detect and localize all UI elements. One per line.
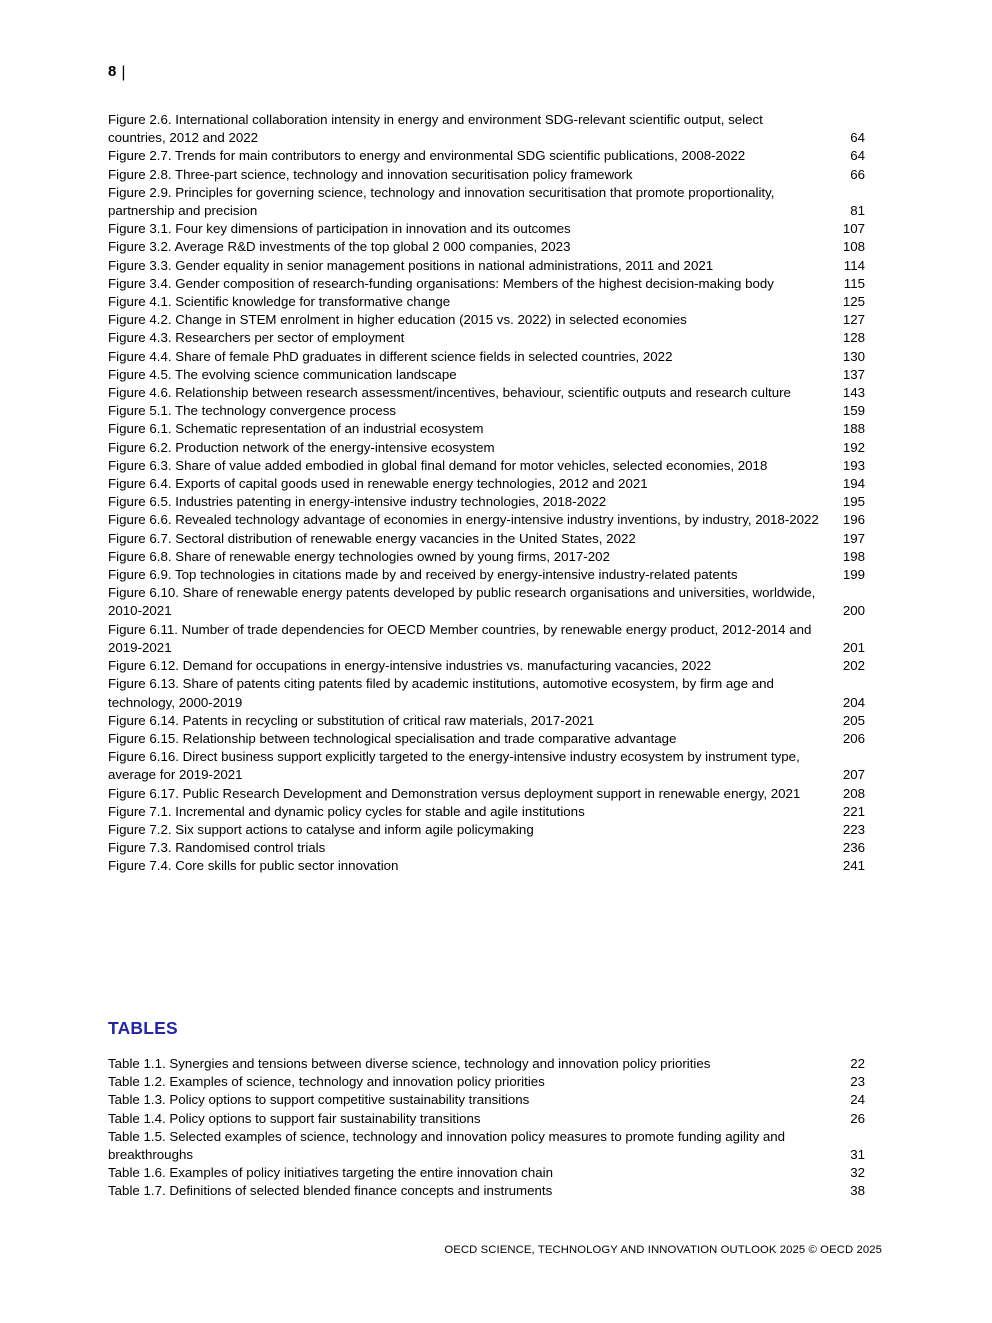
toc-entry — [108, 366, 865, 384]
toc-entry — [108, 712, 865, 730]
toc-entry-page: 198 — [842, 548, 865, 564]
toc-entry — [108, 348, 865, 366]
toc-entry-page: 143 — [842, 385, 865, 401]
toc-entry-page: 197 — [842, 530, 865, 546]
toc-entry — [108, 402, 865, 420]
toc-entry-page: 107 — [842, 221, 865, 237]
toc-entry-label: Table 1.7. Definitions of selected blended finance concepts and instruments — [108, 1183, 553, 1199]
toc-entry-label: Table 1.6. Examples of policy initiatives targeting the entire innovation chain — [108, 1165, 553, 1181]
toc-entry-page: 199 — [842, 567, 865, 583]
toc-entry — [108, 457, 865, 475]
toc-entry — [108, 220, 865, 238]
toc-entry-label: Figure 6.16. Direct business support explicitly targeted to the energy-intensive industry ecosystem by instrument type, average for 2019-2021 — [108, 749, 800, 783]
toc-entry-page: 127 — [842, 312, 865, 328]
toc-entry-page: 115 — [843, 275, 865, 291]
toc-entry-page: 196 — [842, 512, 865, 528]
toc-entry-page: 159 — [842, 403, 865, 419]
page-footer: OECD SCIENCE, TECHNOLOGY AND INNOVATION OUTLOOK 2025 © OECD 2025 — [444, 1244, 882, 1256]
toc-entry-page: 64 — [850, 148, 865, 164]
toc-entry-label: Figure 4.3. Researchers per sector of employment — [108, 330, 405, 346]
toc-entry — [108, 548, 865, 566]
toc-entry — [108, 730, 865, 748]
toc-entry-page: 130 — [842, 348, 865, 364]
toc-entry-label: Figure 4.6. Relationship between research assessment/incentives, behaviour, scientific outputs and research culture — [108, 385, 791, 401]
toc-entry-page: 223 — [842, 821, 865, 837]
toc-entry — [108, 1073, 865, 1091]
toc-entry — [108, 821, 865, 839]
toc-entry-page: 208 — [842, 785, 865, 801]
toc-entry-page: 23 — [850, 1074, 865, 1090]
toc-entry-page: 24 — [850, 1092, 865, 1108]
toc-entry-page: 188 — [842, 421, 865, 437]
toc-entry — [108, 785, 865, 803]
toc-entry-label: Figure 2.7. Trends for main contributors to energy and environmental SDG scientific publications, 2008-2022 — [108, 148, 746, 164]
toc-entry-label: Figure 4.5. The evolving science communication landscape — [108, 366, 457, 382]
page-number-separator: | — [121, 64, 126, 81]
toc-entry — [108, 857, 865, 875]
toc-entry — [108, 166, 865, 184]
page-number: 8 — [108, 63, 117, 80]
toc-entry-page: 207 — [842, 767, 865, 783]
toc-entry — [108, 439, 865, 457]
toc-entry-label: Figure 6.7. Sectoral distribution of renewable energy vacancies in the United States, 2022 — [108, 530, 636, 546]
toc-entry-label: Table 1.4. Policy options to support fair sustainability transitions — [108, 1110, 481, 1126]
toc-entry — [108, 329, 865, 347]
toc-entry — [108, 511, 865, 529]
toc-entry-label: Figure 4.1. Scientific knowledge for transformative change — [108, 294, 451, 310]
toc-entry — [108, 493, 865, 511]
toc-entry-page: 114 — [843, 257, 865, 273]
toc-entry — [108, 1128, 865, 1164]
toc-entry — [108, 1091, 865, 1109]
toc-entry — [108, 147, 865, 165]
toc-entry — [108, 184, 865, 220]
toc-entry-label: Figure 6.12. Demand for occupations in energy-intensive industries vs. manufacturing vacancies, 2022 — [108, 658, 712, 674]
toc-entry — [108, 530, 865, 548]
tables-heading: TABLES — [108, 1018, 178, 1038]
figures-toc-list — [108, 111, 865, 876]
toc-entry — [108, 748, 865, 784]
toc-entry-label: Table 1.1. Synergies and tensions between diverse science, technology and innovation policy priorities — [108, 1056, 711, 1071]
toc-entry-label: Figure 4.2. Change in STEM enrolment in higher education (2015 vs. 2022) in selected economies — [108, 312, 687, 328]
toc-entry-label: Figure 6.2. Production network of the energy-intensive ecosystem — [108, 439, 495, 455]
toc-entry-page: 64 — [850, 130, 865, 146]
toc-entry-page: 195 — [842, 494, 865, 510]
toc-entry-label: Figure 2.6. International collaboration intensity in energy and environment SDG-relevant scientific output, select countries, 2012 and 2022 — [108, 112, 763, 146]
toc-entry-label: Figure 7.1. Incremental and dynamic policy cycles for stable and agile institutions — [108, 803, 585, 819]
toc-entry-label: Figure 6.14. Patents in recycling or substitution of critical raw materials, 2017-2021 — [108, 712, 595, 728]
toc-entry-label: Figure 7.3. Randomised control trials — [108, 840, 326, 856]
toc-entry-page: 125 — [842, 294, 865, 310]
toc-entry — [108, 675, 865, 711]
toc-entry-label: Figure 3.2. Average R&D investments of the top global 2 000 companies, 2023 — [108, 239, 571, 255]
toc-entry — [108, 475, 865, 493]
toc-entry — [108, 311, 865, 329]
toc-entry-label: Figure 6.5. Industries patenting in energy-intensive industry technologies, 2018-2022 — [108, 494, 607, 510]
toc-entry — [108, 293, 865, 311]
toc-entry-page: 201 — [842, 639, 865, 655]
toc-entry-label: Figure 3.4. Gender composition of research-funding organisations: Members of the highest decision-making body — [108, 275, 774, 291]
toc-entry-page: 204 — [842, 694, 865, 710]
toc-entry — [108, 420, 865, 438]
toc-entry — [108, 1055, 865, 1073]
toc-entry-label: Figure 5.1. The technology convergence process — [108, 403, 397, 419]
toc-entry-label: Figure 4.4. Share of female PhD graduates in different science fields in selected countries, 2022 — [108, 348, 673, 364]
toc-entry-page: 108 — [842, 239, 865, 255]
page-header — [108, 62, 126, 83]
toc-entry — [108, 111, 865, 147]
toc-entry-label: Figure 6.9. Top technologies in citations made by and received by energy-intensive industry-related patents — [108, 567, 738, 583]
toc-entry — [108, 384, 865, 402]
toc-entry-page: 22 — [850, 1056, 865, 1071]
toc-entry-label: Figure 6.15. Relationship between technological specialisation and trade comparative advantage — [108, 730, 677, 746]
toc-entry-page: 202 — [842, 658, 865, 674]
toc-entry-page: 221 — [842, 803, 865, 819]
toc-entry-page: 200 — [842, 603, 865, 619]
toc-entry — [108, 1110, 865, 1128]
toc-entry — [108, 566, 865, 584]
toc-entry-label: Figure 6.3. Share of value added embodied in global final demand for motor vehicles, selected economies, 2018 — [108, 457, 768, 473]
toc-entry-label: Figure 3.1. Four key dimensions of participation in innovation and its outcomes — [108, 221, 571, 237]
toc-entry-page: 236 — [842, 840, 865, 856]
toc-entry-page: 193 — [842, 457, 865, 473]
toc-entry-label: Figure 2.9. Principles for governing science, technology and innovation securitisation that promote proportionality, partnership and precision — [108, 184, 775, 219]
toc-entry — [108, 1182, 865, 1200]
toc-entry-label: Figure 6.11. Number of trade dependencies for OECD Member countries, by renewable energy product, 2012-2014 and 2019-2021 — [108, 621, 812, 655]
toc-entry-label: Figure 7.4. Core skills for public sector innovation — [108, 858, 399, 874]
toc-entry-page: 192 — [842, 439, 865, 455]
toc-entry — [108, 238, 865, 256]
toc-entry-page: 66 — [850, 166, 865, 182]
toc-entry-label: Figure 6.1. Schematic representation of an industrial ecosystem — [108, 421, 484, 437]
toc-entry-label: Figure 6.17. Public Research Development and Demonstration versus deployment support in renewable energy, 2021 — [108, 785, 801, 801]
toc-entry-page: 26 — [850, 1110, 865, 1126]
toc-entry-page: 81 — [850, 203, 865, 219]
toc-entry — [108, 657, 865, 675]
toc-entry — [108, 275, 865, 293]
toc-entry-label: Table 1.3. Policy options to support competitive sustainability transitions — [108, 1092, 530, 1108]
toc-entry-label: Figure 6.4. Exports of capital goods used in renewable energy technologies, 2012 and 2021 — [108, 476, 648, 492]
toc-entry-page: 38 — [850, 1183, 865, 1199]
toc-entry-page: 32 — [850, 1165, 865, 1181]
toc-entry-label: Figure 7.2. Six support actions to catalyse and inform agile policymaking — [108, 821, 534, 837]
toc-entry-page: 194 — [842, 476, 865, 492]
toc-entry-page: 128 — [842, 330, 865, 346]
toc-entry-label: Figure 6.13. Share of patents citing patents filed by academic institutions, automotive ecosystem, by firm age and technology, 2000-2019 — [108, 676, 774, 710]
toc-entry-label: Figure 3.3. Gender equality in senior management positions in national administrations, 2011 and 2021 — [108, 257, 714, 273]
toc-entry-label: Figure 6.6. Revealed technology advantage of economies in energy-intensive industry inventions, by industry, 2018-2022 — [108, 512, 819, 528]
tables-toc-list — [108, 1055, 865, 1201]
toc-entry-page: 31 — [850, 1147, 865, 1163]
toc-entry-label: Table 1.2. Examples of science, technology and innovation policy priorities — [108, 1074, 545, 1090]
toc-entry-label: Table 1.5. Selected examples of science, technology and innovation policy measures to promote funding agility and breakthroughs — [108, 1128, 786, 1163]
toc-entry-page: 241 — [842, 858, 865, 874]
toc-entry-label: Figure 2.8. Three-part science, technology and innovation securitisation policy framework — [108, 166, 633, 182]
toc-entry-page: 137 — [842, 366, 865, 382]
toc-entry-label: Figure 6.8. Share of renewable energy technologies owned by young firms, 2017-202 — [108, 548, 610, 564]
toc-entry — [108, 584, 865, 620]
toc-entry — [108, 1164, 865, 1182]
tables-section — [108, 1018, 865, 1201]
toc-entry — [108, 621, 865, 657]
toc-entry — [108, 839, 865, 857]
toc-entry — [108, 257, 865, 275]
toc-entry-page: 205 — [842, 712, 865, 728]
toc-entry-label: Figure 6.10. Share of renewable energy patents developed by public research organisations and universities, worldwide, 2010-2021 — [108, 585, 816, 619]
toc-entry-page: 206 — [842, 730, 865, 746]
toc-entry — [108, 803, 865, 821]
